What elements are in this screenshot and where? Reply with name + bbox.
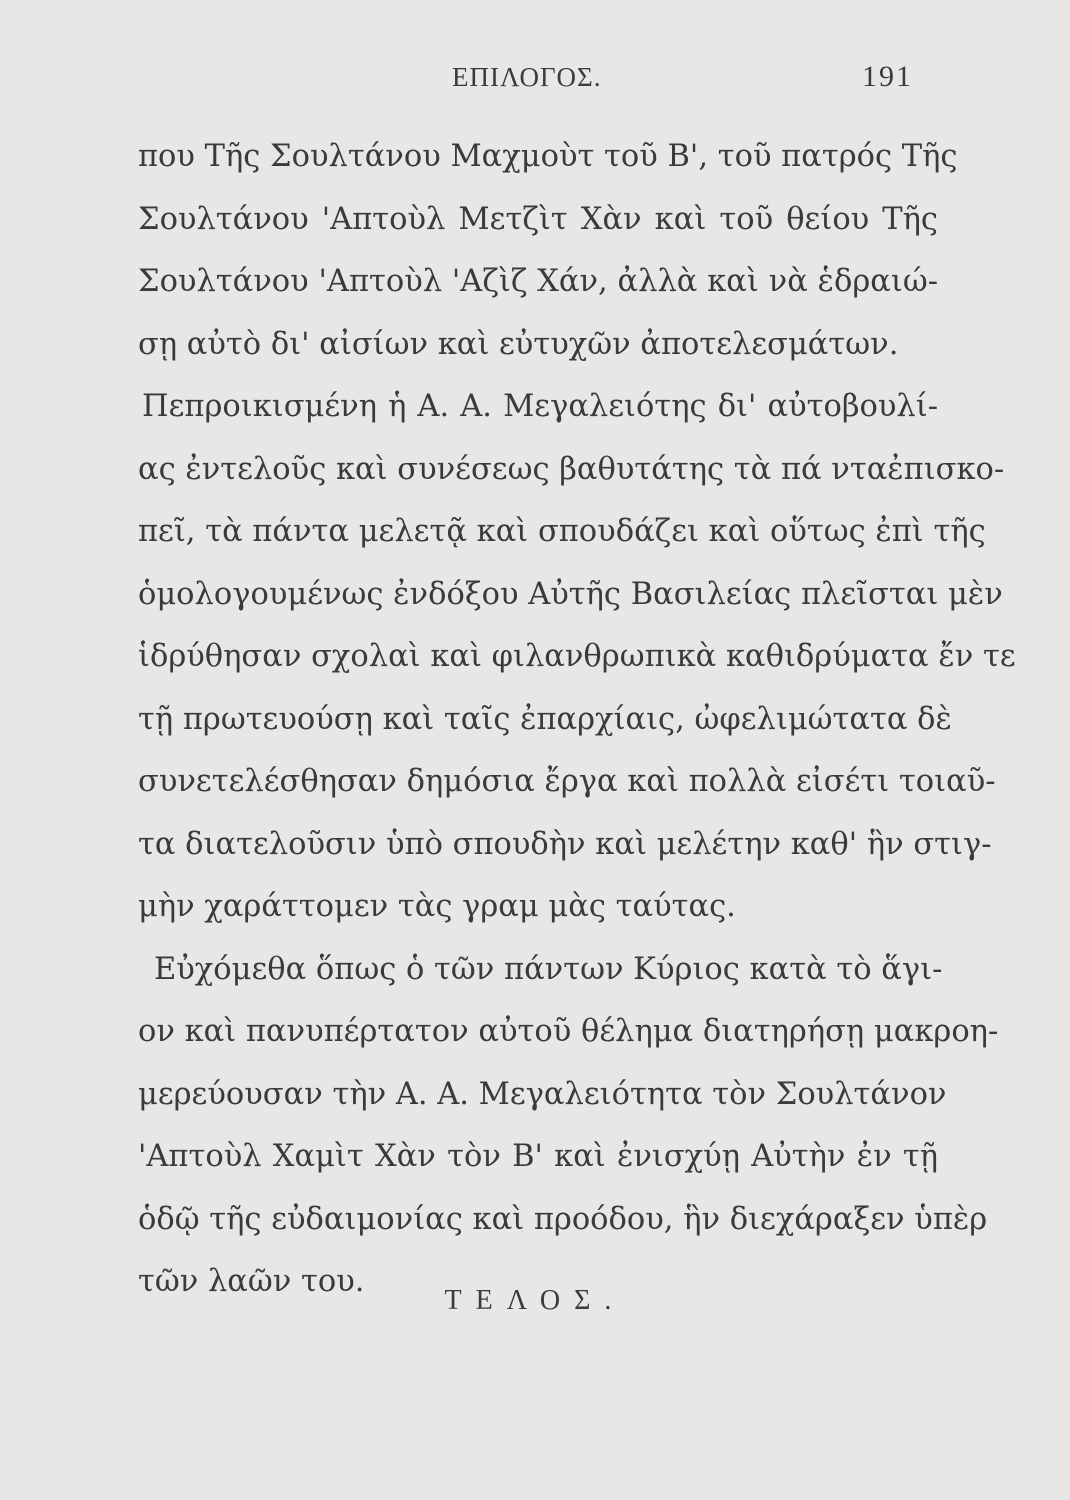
- text-line: ὁδῷ τῆς εὐδαιμονίας καὶ προόδου, ἣν διεχάραξεν ὑπὲρ: [138, 1201, 988, 1237]
- text-line: μὴν χαράττομεν τὰς γραμ μὰς ταύτας.: [138, 889, 736, 924]
- text-line: συνετελέσθησαν δημόσια ἔργα καὶ πολλὰ εἰσέτι τοιαῦ-: [138, 764, 996, 799]
- text-line: τῶν λαῶν του.: [138, 1264, 365, 1299]
- text-line: 'Απτοὺλ Χαμὶτ Χὰν τὸν Β' καὶ ἐνισχύῃ Αὐτὴν ἐν τῇ: [138, 1139, 938, 1174]
- paragraph-1: [138, 126, 958, 376]
- body-text: [138, 126, 1016, 1314]
- paragraph-2: [138, 376, 1016, 939]
- text-line: Εὐχόμεθα ὅπως ὁ τῶν πάντων Κύριος κατὰ τὸ ἅγι-: [154, 951, 943, 987]
- text-line: που Τῆς Σουλτάνου Μαχμοὺτ τοῦ Β', τοῦ πατρός Τῆς: [138, 139, 958, 174]
- text-line: ον καὶ πανυπέρτατον αὐτοῦ θέλημα διατηρήσῃ μακροη-: [138, 1014, 999, 1049]
- text-line: ὁμολογουμένως ἐνδόξου Αὐτῆς Βασιλείας πλεῖσται μὲν: [138, 576, 1003, 612]
- text-line: τῇ πρωτευούσῃ καὶ ταῖς ἐπαρχίαις, ὠφελιμώτατα δὲ: [138, 701, 952, 737]
- text-line: Σουλτάνου 'Απτοὺλ Μετζὶτ Χὰν καὶ τοῦ θείου Τῆς: [138, 201, 938, 237]
- text-line: μερεύουσαν τὴν Α. Α. Μεγαλειότητα τὸν Σουλτάνον: [138, 1076, 947, 1112]
- text-line: Σουλτάνου 'Απτοὺλ 'Αζὶζ Χάν, ἀλλὰ καὶ νὰ ἑδραιώ-: [138, 264, 938, 299]
- text-line: πεῖ, τὰ πάντα μελετᾷ καὶ σπουδάζει καὶ οὕτως ἐπὶ τῆς: [138, 514, 986, 549]
- text-line: Πεπροικισμένη ἡ Α. Α. Μεγαλειότης δι' αὐτοβουλί-: [142, 389, 938, 424]
- end-mark: ΤΕΛΟΣ.: [444, 1285, 626, 1316]
- paragraph-3: [138, 939, 999, 1314]
- running-head: [0, 58, 1070, 98]
- running-title: ΕΠΙΛΟΓΟΣ.: [452, 62, 602, 92]
- text-line: τα διατελοῦσιν ὑπὸ σπουδὴν καὶ μελέτην καθ' ἣν στιγ-: [138, 826, 992, 862]
- text-line: ἱδρύθησαν σχολαὶ καὶ φιλανθρωπικὰ καθιδρύματα ἔν τε: [138, 639, 1016, 674]
- text-line: ας ἐντελοῦς καὶ συνέσεως βαθυτάτης τὰ πά νταἐπισκο-: [138, 451, 1005, 487]
- text-line: σῃ αὐτὸ δι' αἰσίων καὶ εὐτυχῶν ἀποτελεσμάτων.: [138, 326, 899, 362]
- page-number: 191: [862, 60, 913, 93]
